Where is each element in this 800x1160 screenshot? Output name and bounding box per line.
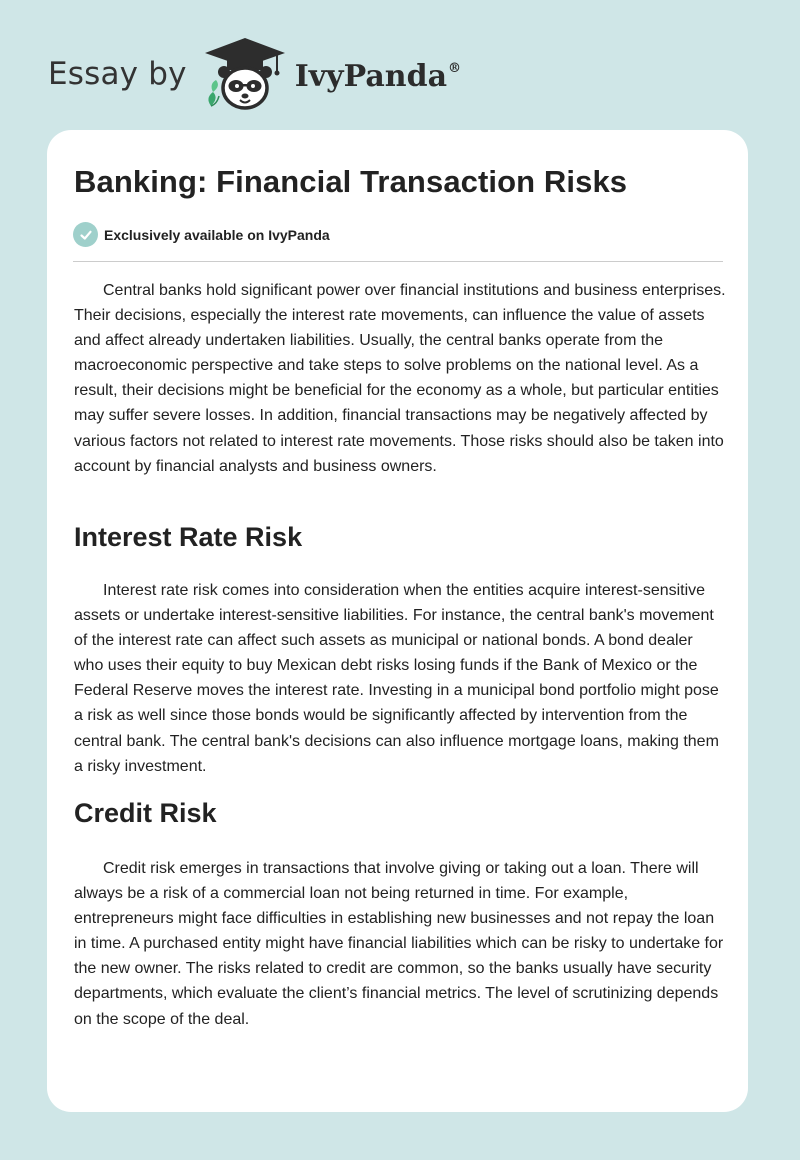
site-header: [48, 34, 461, 114]
intro-paragraph: Central banks hold significant power over financial institutions and business enterprises. Their decisions, especially the interest rate movements, can influence the value of assets and affect already undertaken liabilities. Usually, the central banks operate from the macroeconomic perspective and take steps to solve problems on the national level. As a result, their decisions might be beneficial for the economy as a whole, but particular entities may suffer severe losses. In addition, financial transactions may be negatively affected by various factors not related to interest rate movements. Those risks should also be taken into account by financial analysts and business owners.: [74, 282, 726, 475]
section-heading-credit-risk: Credit Risk: [74, 798, 217, 828]
section-paragraph-interest-rate-risk: Interest rate risk comes into consideration when the entities acquire interest-sensitive assets or undertake interest-sensitive liabilities. For instance, the central bank's movement of the interest rate can affect such assets as municipal or national bonds. A bond dealer who uses their equity to buy Mexican debt risks losing funds if the Bank of Mexico or the Federal Reserve moves the interest rate. Investing in a municipal bond portfolio might pose a risk as well since those bonds would be significantly affected by intervention from the central bank. The central bank's decisions can also influence mortgage loans, making them a risky investment.: [74, 582, 719, 775]
section-paragraph-credit-risk: Credit risk emerges in transactions that involve giving or taking out a loan. There will always be a risk of a commercial loan not being returned in time. For example, entrepreneurs might face difficulties in establishing new businesses and not repay the loan in time. A purchased entity might have financial liabilities which can be risky to undertake for the new owner. The risks related to credit are common, so the banks usually have security departments, which evaluate the client’s financial metrics. The level of scrutinizing depends on the scope of the deal.: [74, 860, 724, 1028]
brand-text: IvyPanda: [294, 58, 448, 94]
essay-card: [47, 130, 748, 1112]
essay-by-label: Essay by: [48, 56, 187, 92]
trademark-mark: ®: [448, 60, 462, 76]
exclusive-badge-label: Exclusively available on IvyPanda: [104, 226, 330, 243]
title-divider: [73, 261, 723, 262]
panda-logo-icon[interactable]: [201, 34, 289, 114]
essay-title: Banking: Financial Transaction Risks: [74, 164, 628, 199]
check-icon: [73, 222, 98, 247]
exclusive-badge: [73, 222, 330, 247]
section-heading-interest-rate-risk: Interest Rate Risk: [74, 522, 303, 552]
brand-name[interactable]: [295, 59, 461, 94]
